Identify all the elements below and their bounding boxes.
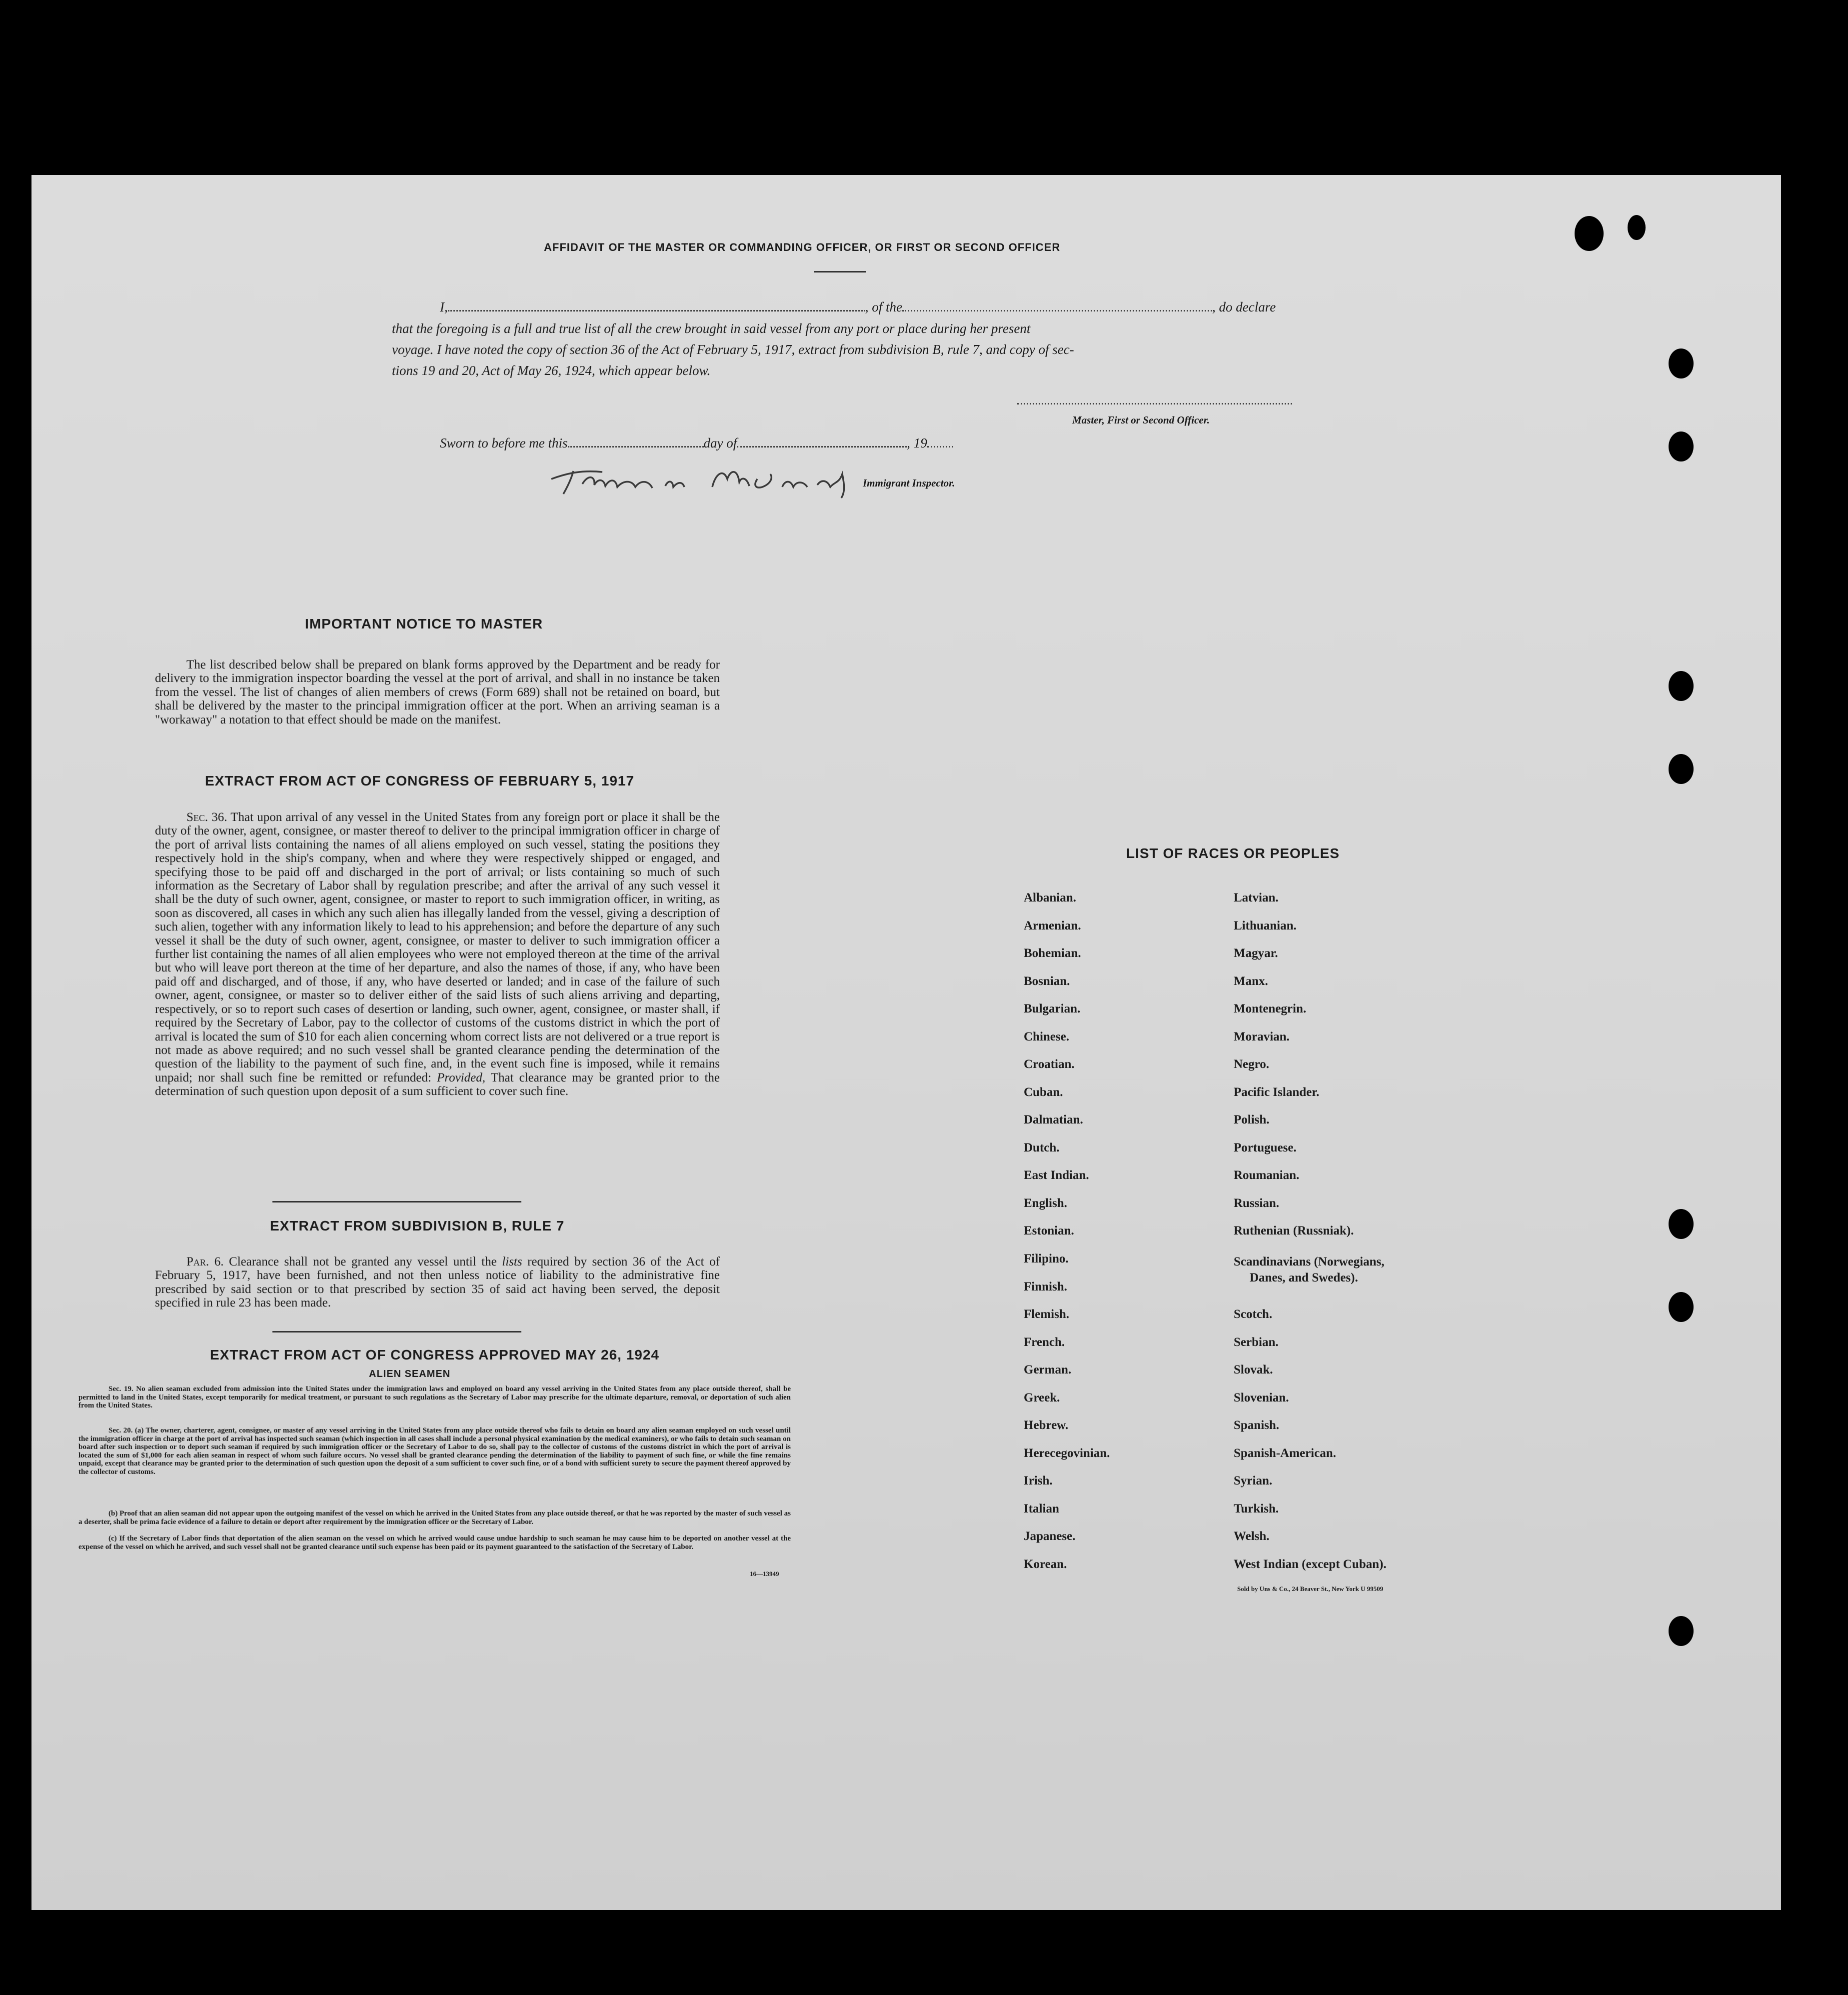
race-item: Bulgarian. [1024, 1002, 1081, 1016]
master-signature-line[interactable] [1017, 403, 1292, 404]
race-item: Syrian. [1234, 1474, 1273, 1488]
year-blank[interactable] [927, 435, 953, 448]
master-caption: Master, First or Second Officer. [1072, 414, 1210, 426]
punch-hole [1669, 671, 1694, 701]
race-item: Danes, and Swedes). [1250, 1271, 1358, 1284]
race-item: West Indian (except Cuban). [1234, 1558, 1387, 1571]
rule7-title: EXTRACT FROM SUBDIVISION B, RULE 7 [270, 1218, 565, 1234]
notice-body: The list described below shall be prepared on blank forms approved by the Department and be ready for delivery to the immigration inspector boarding the vessel at the port of arrival, and shall in no instance be taken from the vessel. The list of changes of alien members of crews (Form 689) shall not be retained on board, but shall be delivered by the master to the principal immigration officer at the port. When an arriving seaman is a "workaway" a notation to that effect should be made on the manifest. [155, 658, 720, 726]
race-item: Estonian. [1024, 1224, 1074, 1238]
par-6-label: Par. 6. [186, 1255, 224, 1268]
affidavit-line3: voyage. I have noted the copy of section 36 of the Act of February 5, 1917, extract from subdivision B, rule 7, and copy of sec- [392, 342, 1074, 357]
ink-blot [1575, 216, 1604, 251]
race-item: Cuban. [1024, 1086, 1063, 1099]
race-item: Polish. [1234, 1113, 1270, 1126]
race-item: Irish. [1024, 1474, 1053, 1488]
race-item: Dalmatian. [1024, 1113, 1083, 1126]
race-item: Magyar. [1234, 946, 1278, 960]
day-of-label: day of [703, 436, 737, 450]
race-item: Spanish. [1234, 1418, 1280, 1432]
sworn-month-blank[interactable] [737, 435, 907, 448]
race-item: Chinese. [1024, 1030, 1069, 1044]
race-item: Armenian. [1024, 919, 1081, 932]
par-6-body: Par. 6. Clearance shall not be granted any vessel until the lists required by section 36 of the Act of February 5, 1917, have been furnished, and not then unless notice of liability to the administrative fine prescribed by said section or to that prescribed by section 35 of said act having been served, the deposit specified in rule 23 has been made. [155, 1255, 720, 1310]
race-item: French. [1024, 1336, 1065, 1349]
race-item: Japanese. [1024, 1530, 1076, 1543]
affidavit-line4: tions 19 and 20, Act of May 26, 1924, which appear below. [392, 363, 711, 378]
punch-hole [1669, 754, 1694, 784]
inspector-signature [547, 459, 887, 499]
race-item: Latvian. [1234, 891, 1279, 904]
race-item: Greek. [1024, 1391, 1060, 1404]
race-item: Slovenian. [1234, 1391, 1289, 1404]
race-item: Filipino. [1024, 1252, 1069, 1266]
punch-hole [1669, 1292, 1694, 1322]
year-label: , 19 [907, 436, 927, 450]
race-item: Portuguese. [1234, 1141, 1297, 1154]
race-item: Finnish. [1024, 1280, 1067, 1294]
extract-1924-title: EXTRACT FROM ACT OF CONGRESS APPROVED MAY 26, 1924 [210, 1347, 659, 1362]
i-label: I, [440, 300, 448, 314]
notice-title: IMPORTANT NOTICE TO MASTER [305, 616, 543, 632]
race-item: Scandinavians (Norwegians, [1234, 1255, 1385, 1268]
divider [814, 271, 866, 272]
race-item: Albanian. [1024, 891, 1076, 904]
race-item: Croatian. [1024, 1058, 1075, 1071]
extract-1917-title: EXTRACT FROM ACT OF CONGRESS OF FEBRUARY 5, 1917 [205, 773, 635, 788]
sec-20c-body: (c) If the Secretary of Labor finds that deportation of the alien seaman on the vessel on which he arrived would cause undue hardship to such seaman he may cause him to be deported on another vessel at the expense of the vessel on which he arrived, and such vessel shall not be granted clearance until such expense has been paid or its payment guaranteed to the satisfaction of the Secretary of Labor. [78, 1534, 791, 1551]
race-item: Dutch. [1024, 1141, 1060, 1154]
printer-imprint: Sold by Uns & Co., 24 Beaver St., New York U 99509 [1237, 1585, 1384, 1592]
race-item: English. [1024, 1196, 1067, 1210]
punch-hole [1669, 348, 1694, 378]
sec-20a-body: Sec. 20. (a) The owner, charterer, agent, consignee, or master of any vessel arriving in the United States from any place outside thereof who fails to detain on board any alien seaman employed on such vessel until the immigration officer in charge at the port of arrival has inspected such seaman (which inspection in all cases shall include a personal physical examination by the medical examiners), or who fails to detain such seaman on board after such inspection or to deport such seaman if required by such immigration officer or the Secretary of Labor to do so, shall pay to the collector of customs of the customs district in which the port of arrival is located the sum of $1,000 for each alien seaman in respect of whom such failure occurs. No vessel shall be granted clearance pending the determination of the liability to payment of such fine, or while the fine remains unpaid, except that clearance may be granted prior to the determination of such question upon the deposit of a sum sufficient to cover such fine, or of a bond with sufficient surety to secure the payment thereof approved by the collector of customs. [78, 1426, 791, 1476]
race-item: Lithuanian. [1234, 919, 1297, 932]
race-item: Flemish. [1024, 1308, 1069, 1321]
race-item: Ruthenian (Russniak). [1234, 1224, 1354, 1238]
affidavit-line1 [440, 299, 1322, 315]
of-the-label: , of the [865, 300, 902, 314]
race-item: Montenegrin. [1234, 1002, 1307, 1016]
race-item: Moravian. [1234, 1030, 1290, 1044]
race-item: Welsh. [1234, 1530, 1270, 1543]
race-item: Herecegovinian. [1024, 1446, 1110, 1460]
alien-seamen-subtitle: ALIEN SEAMEN [369, 1368, 451, 1380]
race-item: Serbian. [1234, 1336, 1279, 1349]
do-declare-label: , do declare [1212, 300, 1276, 314]
punch-hole [1669, 1616, 1694, 1646]
sworn-label: Sworn to before me this [440, 436, 568, 450]
race-item: Scotch. [1234, 1308, 1273, 1321]
race-item: Bosnian. [1024, 974, 1070, 988]
race-item: Slovak. [1234, 1363, 1273, 1376]
race-item: Hebrew. [1024, 1418, 1069, 1432]
race-item: Russian. [1234, 1196, 1280, 1210]
races-title: LIST OF RACES OR PEOPLES [1126, 846, 1340, 861]
race-item: Negro. [1234, 1058, 1270, 1071]
race-item: Bohemian. [1024, 946, 1081, 960]
race-item: Turkish. [1234, 1502, 1279, 1516]
race-item: Italian [1024, 1502, 1059, 1516]
sec-19-body: Sec. 19. No alien seaman excluded from admission into the United States under the immigration laws and employed on board any vessel arriving in the United States from any place outside thereof, shall be permitted to land in the United States, except temporarily for medical treatment, or pursuant to such regulations as the Secretary of Labor may prescribe for the ultimate departure, removal, or deportation of such alien from the United States. [78, 1385, 791, 1410]
punch-hole [1669, 432, 1694, 462]
race-item: Roumanian. [1234, 1168, 1300, 1182]
race-item: East Indian. [1024, 1168, 1089, 1182]
punch-hole [1669, 1209, 1694, 1239]
race-item: German. [1024, 1363, 1072, 1376]
affidavit-line2: that the foregoing is a full and true list of all the crew brought in said vessel from any port or place during her present [392, 321, 1031, 336]
race-item: Pacific Islander. [1234, 1086, 1320, 1099]
sec-20b-body: (b) Proof that an alien seaman did not appear upon the outgoing manifest of the vessel on which he arrived in the United States from any place outside thereof, or that he was reported by the master of such vessel as a deserter, shall be prima facie evidence of a failure to detain or deport after requirement by the immigration officer or the Secretary of Labor. [78, 1510, 791, 1526]
divider [272, 1331, 521, 1332]
race-item: Spanish-American. [1234, 1446, 1336, 1460]
affidavit-title: AFFIDAVIT OF THE MASTER OR COMMANDING OFFICER, OR FIRST OR SECOND OFFICER [544, 241, 1061, 254]
sworn-day-blank[interactable] [568, 435, 704, 448]
vessel-blank[interactable] [902, 299, 1212, 312]
inspector-caption: Immigrant Inspector. [863, 477, 955, 489]
divider [272, 1201, 521, 1202]
race-item: Korean. [1024, 1558, 1067, 1571]
name-blank[interactable] [448, 299, 865, 312]
race-item: Manx. [1234, 974, 1268, 988]
sec-36-label: Sec. 36. [186, 810, 227, 824]
form-number: 16—13949 [750, 1570, 779, 1578]
sworn-line [440, 435, 953, 451]
sec-36-body: Sec. 36. That upon arrival of any vessel in the United States from any foreign port or place it shall be the duty of the owner, agent, consignee, or master thereof to deliver to the principal immigration officer in charge of the port of arrival lists containing the names of all aliens employed on such vessel, stating the positions they respectively hold in the ship's company, when and where they were respectively shipped or engaged, and specifying those to be paid off and discharged in the port of arrival; or lists containing so much of such information as the Secretary of Labor shall by regulation prescribe; and after the arrival of any such vessel it shall be the duty of such owner, agent, consignee, or master to report to such immigration officer, in writing, as soon as discovered, all cases in which any such alien has illegally landed from the vessel, giving a description of such alien, together with any information likely to lead to his apprehension; and before the departure of any such vessel it shall be the duty of such owner, agent, consignee, or master to deliver to such immigration officer a further list containing the names of all alien employees who were not employed thereon at the time of the arrival but who will leave port thereon at the time of her departure, and also the names of those, if any, who have been paid off and discharged, and of those, if any, who have deserted or landed; and in case of the failure of such owner, agent, consignee, or master so to deliver either of the said lists of such aliens arriving and departing, respectively, or so to report such cases of desertion or landing, such owner, agent, consignee, or master shall, if required by the Secretary of Labor, pay to the collector of customs of the customs district in which the port of arrival is located the sum of $10 for each alien concerning whom correct lists are not delivered or a true report is not made as above required; and no such vessel shall be granted clearance pending the determination of the question of the liability to the payment of such fine, and, in the event such fine is imposed, while it remains unpaid; nor shall such fine be remitted or refunded: Provided, That clearance may be granted prior to the determination of such question upon deposit of a sum sufficient to cover such fine. [155, 810, 720, 1098]
ink-blot [1628, 215, 1646, 240]
